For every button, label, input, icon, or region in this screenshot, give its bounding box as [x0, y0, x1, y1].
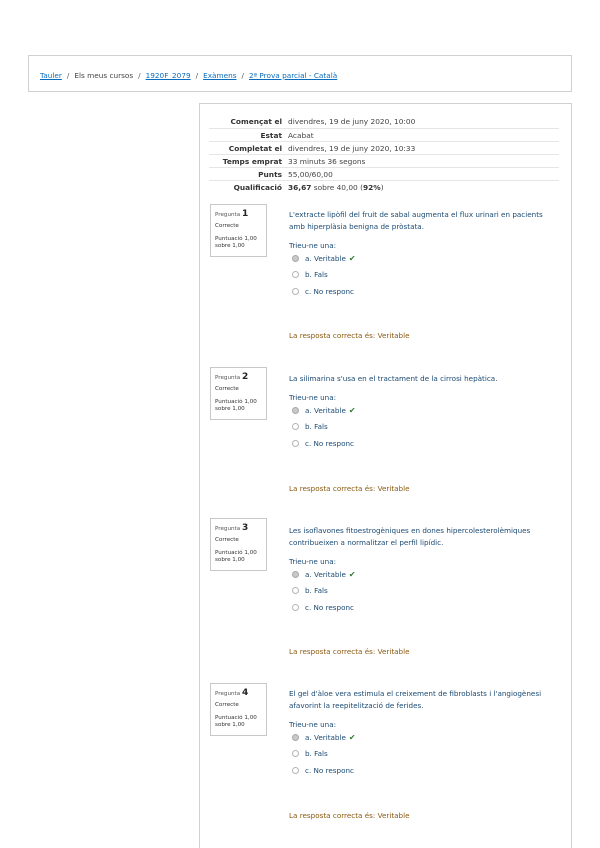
summary-row-state: Estat Acabat — [209, 128, 559, 141]
question-state: Correcte — [215, 537, 239, 544]
checkmark-icon: ✔ — [348, 732, 356, 742]
answer-prompt: Trieu-ne una: — [289, 719, 337, 729]
question-text: Les isoflavones fitoestrogèniques en dones hipercolesterolèmiques contribueixen a normalitzar el perfil lipídic. — [289, 526, 531, 547]
checkmark-icon: ✔ — [348, 405, 356, 415]
summary-row-grade: Qualificació 36,67 sobre 40,00 (92%) — [209, 180, 559, 193]
question-info-box: Pregunta 1 Correcte Puntuació 1,00 sobre 1,00 — [210, 204, 267, 257]
question-content — [289, 525, 549, 615]
question-text: La silimarina s'usa en el tractament de la cirrosi hepàtica. — [289, 374, 498, 383]
question-number: 4 — [241, 688, 249, 698]
radio-button[interactable] — [292, 604, 299, 611]
breadcrumb-link-dashboard[interactable]: Tauler — [40, 71, 62, 80]
question-text: El gel d'àloe vera estimula el creixement de fibroblasts i l'angiogènesi afavorint la reepitelització de ferides. — [289, 689, 542, 710]
question-number: 3 — [241, 523, 249, 533]
answer-option[interactable]: c. No responc — [289, 599, 549, 616]
answer-option[interactable]: a. Veritable ✔ — [289, 566, 549, 583]
answer-prompt: Trieu-ne una: — [289, 556, 337, 566]
answer-option[interactable]: b. Fals — [289, 266, 549, 283]
breadcrumb-item-my-courses: Els meus cursos — [74, 71, 134, 80]
question-number: 1 — [241, 209, 249, 219]
question-number: 2 — [241, 372, 249, 382]
answer-option[interactable]: c. No responc — [289, 283, 549, 300]
breadcrumb-link-exams[interactable]: Exàmens — [203, 71, 237, 80]
radio-button[interactable] — [292, 423, 299, 430]
radio-button[interactable] — [292, 255, 299, 262]
question-info-box: Pregunta 3 Correcte Puntuació 1,00 sobre 1,00 — [210, 518, 267, 571]
summary-row-marks: Punts 55,00/60,00 — [209, 167, 559, 180]
checkmark-icon: ✔ — [348, 569, 356, 579]
summary-row-time-taken: Temps emprat 33 minuts 36 segons — [209, 154, 559, 167]
breadcrumb-separator: / — [66, 71, 70, 80]
radio-button[interactable] — [292, 288, 299, 295]
answer-prompt: Trieu-ne una: — [289, 392, 337, 402]
correct-answer-feedback: La resposta correcta és: Veritable — [289, 484, 410, 493]
question-content — [289, 373, 549, 451]
question-state: Correcte — [215, 702, 239, 709]
question-info-box: Pregunta 4 Correcte Puntuació 1,00 sobre 1,00 — [210, 683, 267, 736]
attempt-summary-table — [209, 115, 559, 193]
answer-option[interactable]: b. Fals — [289, 582, 549, 599]
radio-button[interactable] — [292, 271, 299, 278]
question-grade: Puntuació 1,00 sobre 1,00 — [215, 236, 257, 250]
breadcrumb-separator: / — [195, 71, 199, 80]
grade-percent: 92% — [362, 182, 381, 192]
answer-option[interactable]: a. Veritable ✔ — [289, 250, 549, 267]
answer-option[interactable]: c. No responc — [289, 435, 549, 452]
radio-button[interactable] — [292, 571, 299, 578]
question-state: Correcte — [215, 386, 239, 393]
answer-prompt: Trieu-ne una: — [289, 240, 337, 250]
answer-option[interactable]: c. No responc — [289, 762, 549, 779]
breadcrumb — [28, 55, 572, 92]
correct-answer-feedback: La resposta correcta és: Veritable — [289, 331, 410, 340]
radio-button[interactable] — [292, 407, 299, 414]
question-text: L'extracte lipòfil del fruit de sabal augmenta el flux urinari en pacients amb hiperplàsia benigna de pròstata. — [289, 210, 543, 231]
question-content — [289, 688, 549, 778]
radio-button[interactable] — [292, 750, 299, 757]
summary-row-completed: Completat el divendres, 19 de juny 2020, 10:33 — [209, 141, 559, 154]
answer-option[interactable]: b. Fals — [289, 745, 549, 762]
answer-option[interactable]: a. Veritable ✔ — [289, 729, 549, 746]
question-info-box: Pregunta 2 Correcte Puntuació 1,00 sobre 1,00 — [210, 367, 267, 420]
question-grade: Puntuació 1,00 sobre 1,00 — [215, 399, 257, 413]
breadcrumb-separator: / — [138, 71, 141, 80]
breadcrumb-link-course[interactable]: 1920F_2079 — [145, 71, 191, 80]
correct-answer-feedback: La resposta correcta és: Veritable — [289, 811, 410, 820]
radio-button[interactable] — [292, 767, 299, 774]
grade-value: 36,67 — [288, 182, 312, 192]
radio-button[interactable] — [292, 440, 299, 447]
question-content — [289, 209, 549, 299]
summary-row-started: Començat el divendres, 19 de juny 2020, 10:00 — [230, 117, 416, 126]
question-grade: Puntuació 1,00 sobre 1,00 — [215, 715, 257, 729]
checkmark-icon: ✔ — [348, 253, 356, 263]
correct-answer-feedback: La resposta correcta és: Veritable — [289, 647, 410, 656]
breadcrumb-link-quiz[interactable]: 2ª Prova parcial - Català — [249, 71, 338, 80]
radio-button[interactable] — [292, 734, 299, 741]
question-state: Correcte — [215, 223, 239, 230]
radio-button[interactable] — [292, 587, 299, 594]
answer-option[interactable]: a. Veritable ✔ — [289, 402, 549, 419]
question-grade: Puntuació 1,00 sobre 1,00 — [215, 550, 257, 564]
answer-option[interactable]: b. Fals — [289, 418, 549, 435]
breadcrumb-separator: / — [241, 71, 244, 80]
